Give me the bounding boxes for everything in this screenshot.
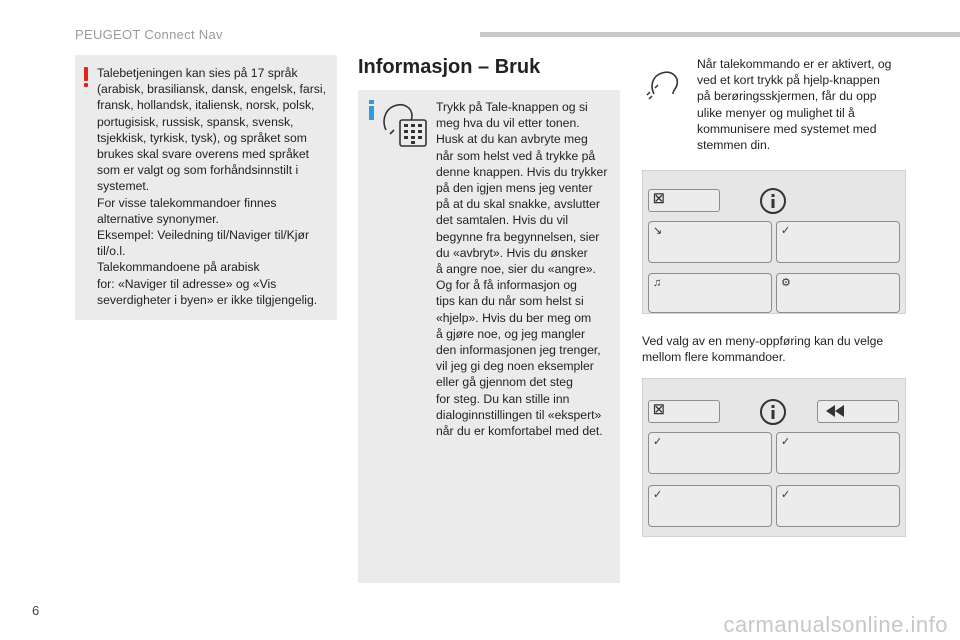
- voice-command-icon: [646, 68, 682, 100]
- text-line: Talebetjeningen kan sies på 17 språk: [97, 66, 298, 80]
- text-line: fransk, hollandsk, italiensk, norsk, polsk,: [97, 98, 315, 113]
- info-icon: [368, 100, 374, 120]
- section-title: Informasjon – Bruk: [358, 56, 541, 78]
- page-number: 6: [32, 603, 40, 618]
- phone-icon: ✓: [653, 436, 663, 448]
- close-button[interactable]: [648, 400, 720, 423]
- text-line: å gjøre noe, og jeg mangler: [436, 326, 586, 341]
- menu-tile-settings[interactable]: [776, 273, 900, 313]
- warning-text: [97, 65, 333, 308]
- text-line: ved et kort trykk på hjelp-knappen: [697, 73, 880, 88]
- text-line: dialoginnstillingen til «ekspert»: [436, 407, 602, 422]
- text-line: eller gå gjennom det steg: [436, 375, 573, 390]
- text-line: tips kan du når som helst si: [436, 294, 584, 309]
- text-line: på at du skal snakke, avslutter: [436, 197, 600, 212]
- text-line: denne knappen. Hvis du trykker: [436, 164, 608, 179]
- text-line: vil jeg gi deg noen eksempler: [436, 359, 594, 374]
- music-icon: ♫: [653, 277, 662, 289]
- text-line: den informasjonen jeg trenger,: [436, 343, 601, 358]
- text-line: du «avbryt». Hvis du ønsker: [436, 245, 588, 260]
- text-line: Husk at du kan avbryte meg: [436, 132, 588, 147]
- command-tile[interactable]: [648, 485, 772, 527]
- text-line: meg hva du vil etter tonen.: [436, 116, 580, 131]
- text-line: systemet.: [97, 179, 150, 194]
- exclamation-icon: [83, 67, 88, 87]
- text-line: Ved valg av en meny-oppføring kan du velge: [642, 334, 884, 348]
- voice-keypad-icon: [380, 100, 430, 148]
- text-line: Eksempel: Veiledning til/Naviger til/Kjør: [97, 228, 310, 243]
- navigation-icon: ↘: [653, 225, 663, 237]
- text-line: severdigheter i byen» er ikke tilgjengelig.: [97, 292, 318, 307]
- text-line: begynne fra begynnelsen, sier: [436, 229, 600, 244]
- text-line: på berøringsskjermen, får du opp: [697, 89, 877, 104]
- text-line: mellom flere kommandoer.: [642, 350, 786, 365]
- text-line: kommunisere med systemet med: [697, 121, 877, 136]
- menu-tile-navigation[interactable]: [648, 221, 772, 263]
- text-line: å angre noe, sier du «angre».: [436, 262, 596, 277]
- text-line: det samtalen. Hvis du vil: [436, 213, 569, 228]
- voice-help-paragraph: [697, 56, 907, 153]
- text-line: stemmen din.: [697, 138, 771, 153]
- help-icon[interactable]: [759, 187, 787, 215]
- header-rule: [480, 32, 960, 37]
- text-line: ulike menyer og mulighet til å: [697, 105, 855, 120]
- text-line: For visse talekommandoer finnes: [97, 195, 277, 210]
- text-line: Og for å få informasjon og: [436, 278, 577, 293]
- text-line: for steg. Du kan stille inn: [436, 391, 570, 406]
- running-header: PEUGEOT Connect Nav: [75, 27, 223, 42]
- menu-tile-music[interactable]: [648, 273, 772, 313]
- text-line: Når talekommando er er aktivert, og: [697, 57, 892, 71]
- text-line: tsjekkisk, tyrkisk, tysk), og språket som: [97, 130, 307, 145]
- text-line: som er valgt og som forhåndsinnstilt i: [97, 163, 299, 178]
- command-tile[interactable]: [648, 432, 772, 474]
- command-tile[interactable]: [776, 485, 900, 527]
- phone-icon: ✓: [781, 489, 791, 501]
- close-icon: ☒: [653, 191, 665, 206]
- help-menu-screen: [642, 170, 906, 314]
- close-button[interactable]: [648, 189, 720, 212]
- menu-selection-paragraph: [642, 333, 902, 365]
- back-button[interactable]: [817, 400, 899, 423]
- settings-icon: ⚙: [781, 277, 791, 289]
- phone-icon: ✓: [781, 436, 791, 448]
- info-text: [436, 99, 616, 439]
- phone-icon: ✓: [653, 489, 663, 501]
- text-line: brukes skal svare overens med språket: [97, 147, 310, 162]
- text-line: «hjelp». Hvis du ber meg om: [436, 310, 592, 325]
- info-note: [358, 90, 620, 583]
- text-line: Trykk på Tale-knappen og si: [436, 100, 588, 114]
- text-line: for: «Naviger til adresse» og «Vis: [97, 276, 277, 291]
- menu-tile-phone[interactable]: [776, 221, 900, 263]
- command-tile[interactable]: [776, 432, 900, 474]
- back-icon: [824, 404, 846, 418]
- text-line: portugisisk, russisk, spansk, svensk,: [97, 114, 294, 129]
- text-line: Talekommandoene på arabisk: [97, 260, 260, 275]
- text-line: til/o.l.: [97, 244, 126, 259]
- watermark: carmanualsonline.info: [723, 612, 948, 637]
- close-icon: ☒: [653, 402, 665, 417]
- help-icon[interactable]: [759, 398, 787, 426]
- warning-note: [75, 55, 337, 320]
- text-line: når du er komfortabel med det.: [436, 424, 603, 439]
- phone-icon: ✓: [781, 225, 791, 237]
- text-line: alternative synonymer.: [97, 211, 219, 226]
- text-line: når som helst ved å trykke på: [436, 148, 596, 163]
- command-menu-screen: [642, 378, 906, 537]
- text-line: på den igjen mens jeg venter: [436, 181, 593, 196]
- text-line: (arabisk, brasiliansk, dansk, engelsk, farsi,: [97, 82, 326, 97]
